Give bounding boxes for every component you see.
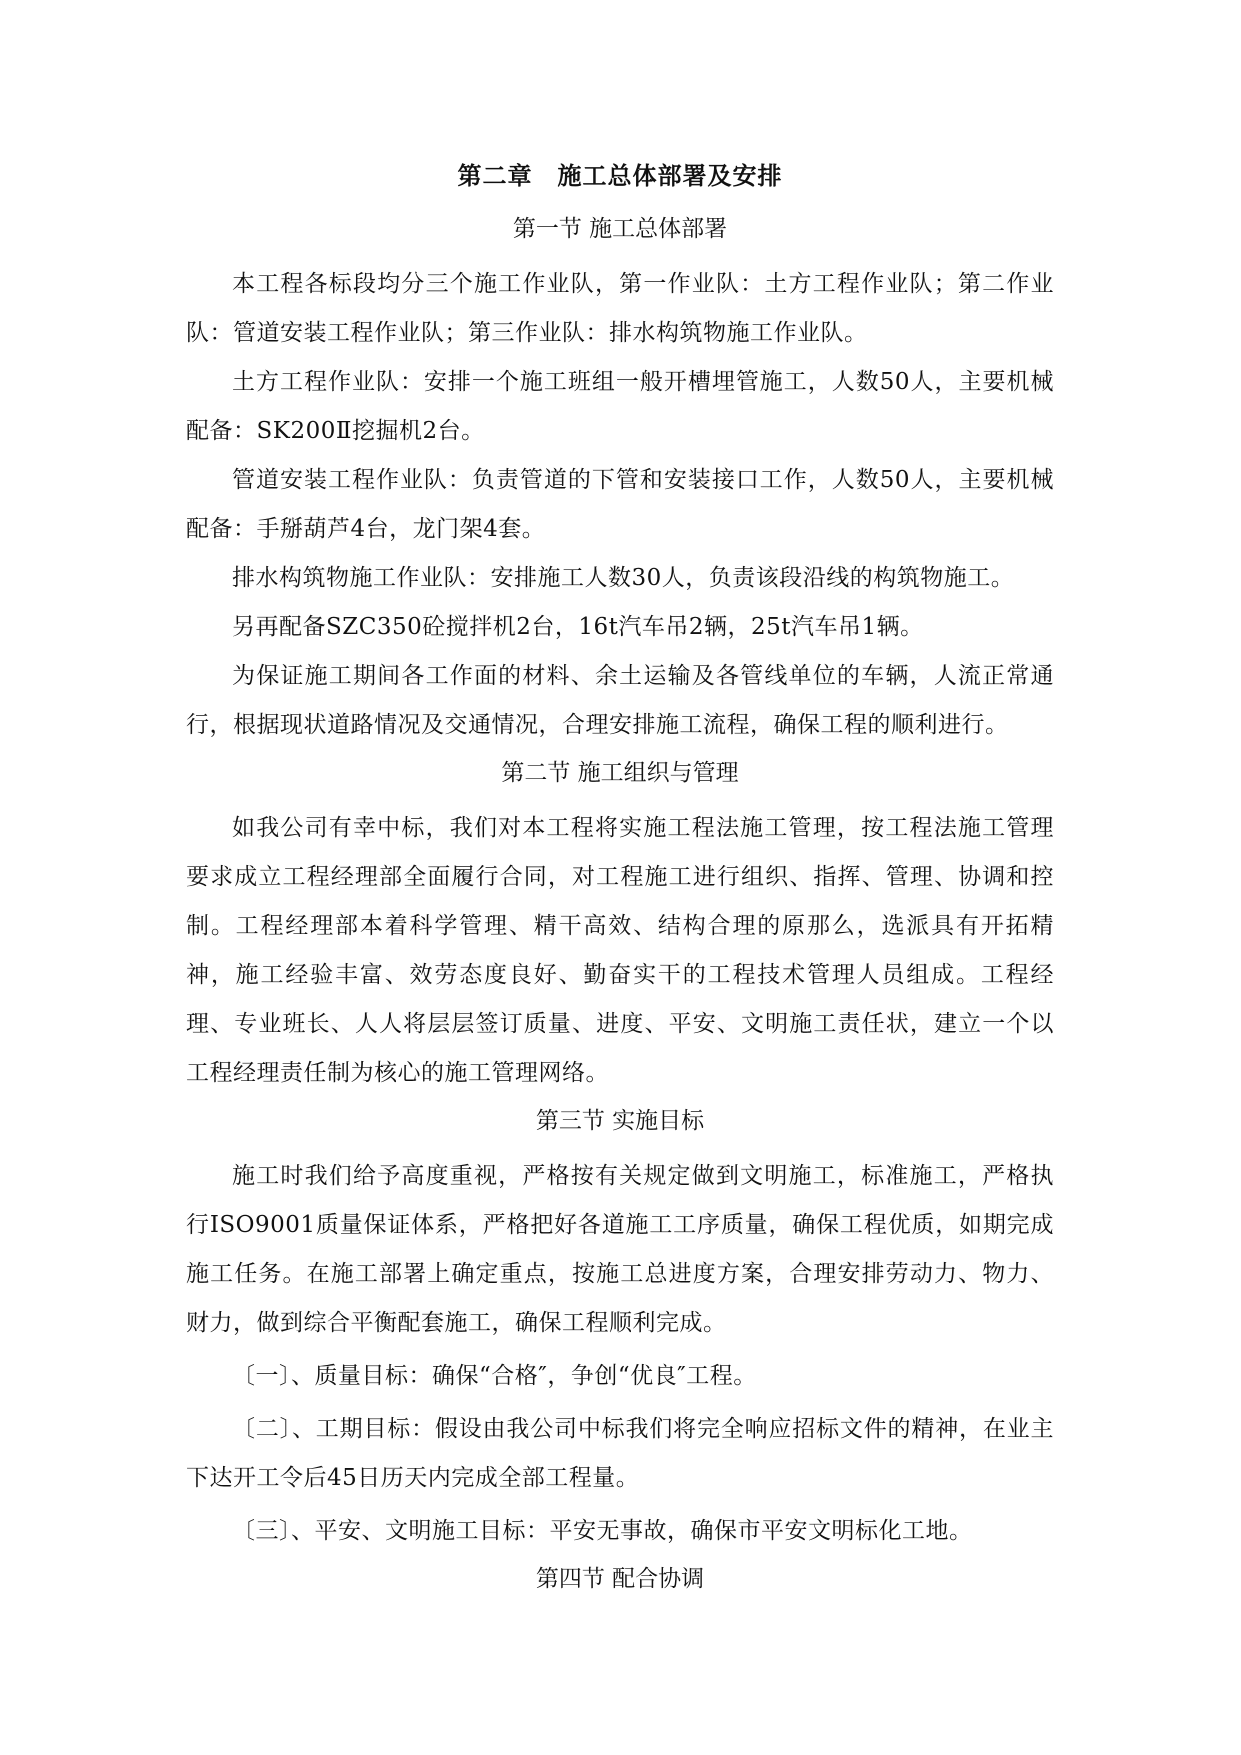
paragraph-extra-equipment: 另再配备SZC350砼搅拌机2台，16t汽车吊2辆，25t汽车吊1辆。 <box>232 614 924 640</box>
paragraph-pipe-team: 管道安装工程作业队：负责管道的下管和安装接口工作，人数50人，主要机械配备：手掰葫芦4台，龙门架4套。 <box>186 467 1054 542</box>
section-title-3: 第三节 实施目标 <box>535 1108 705 1134</box>
section-title-1: 第一节 施工总体部署 <box>512 216 728 242</box>
paragraph-management: 如我公司有幸中标，我们对本工程将实施工程法施工管理，按工程法施工管理要求成立工程经理部全面履行合同，对工程施工进行组织、指挥、管理、协调和控制。工程经理部本着科学管理、精干高效、结构合理的原那么，选派具有开拓精神，施工经验丰富、效劳态度良好、勤奋实干的工程技术管理人员组成。工程经理、专业班长、人人将层层签订质量、进度、平安、文明施工责任状，建立一个以工程经理责任制为核心的施工管理网络。 <box>186 815 1054 1086</box>
paragraph-work-teams: 本工程各标段均分三个施工作业队，第一作业队：土方工程作业队；第二作业队：管道安装工程作业队；第三作业队：排水构筑物施工作业队。 <box>186 271 1054 346</box>
document-body <box>186 158 1054 1610</box>
paragraph-structure-team: 排水构筑物施工作业队：安排施工人数30人，负责该段沿线的构筑物施工。 <box>232 565 1015 591</box>
section-title-2: 第二节 施工组织与管理 <box>501 760 739 786</box>
paragraph-quality-goal: 〔一〕、质量目标：确保“合格″，争创“优良″工程。 <box>232 1363 757 1389</box>
paragraph-schedule-goal: 〔二〕、工期目标：假设由我公司中标我们将完全响应招标文件的精神，在业主下达开工令后45日历天内完成全部工程量。 <box>186 1416 1054 1491</box>
paragraph-earthwork-team: 土方工程作业队：安排一个施工班组一般开槽埋管施工，人数50人，主要机械配备：SK200Ⅱ挖掘机2台。 <box>186 369 1054 444</box>
paragraph-traffic: 为保证施工期间各工作面的材料、余土运输及各管线单位的车辆，人流正常通行，根据现状道路情况及交通情况，合理安排施工流程，确保工程的顺利进行。 <box>186 663 1054 738</box>
chapter-title: 第二章 施工总体部署及安排 <box>457 161 783 190</box>
paragraph-objectives: 施工时我们给予高度重视，严格按有关规定做到文明施工，标准施工，严格执行ISO9001质量保证体系，严格把好各道施工工序质量，确保工程优质，如期完成施工任务。在施工部署上确定重点，按施工总进度方案，合理安排劳动力、物力、财力，做到综合平衡配套施工，确保工程顺利完成。 <box>186 1163 1054 1336</box>
paragraph-safety-goal: 〔三〕、平安、文明施工目标：平安无事故，确保市平安文明标化工地。 <box>232 1518 973 1544</box>
section-title-4: 第四节 配合协调 <box>535 1566 705 1592</box>
